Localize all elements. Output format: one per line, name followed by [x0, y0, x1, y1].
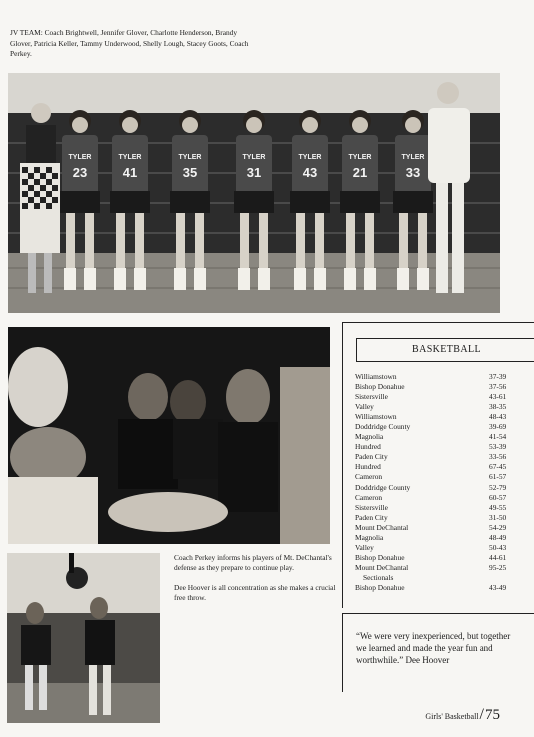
scores-header — [356, 338, 534, 362]
opponent-name: Bishop Donahue — [355, 382, 405, 392]
game-score: 43-61 — [489, 392, 507, 402]
huddle-illustration — [8, 327, 330, 544]
opponent-name: Valley — [355, 402, 374, 412]
game-score: 38-35 — [489, 402, 507, 412]
game-score: 41-54 — [489, 432, 507, 442]
score-row — [355, 412, 517, 422]
huddle-photo — [8, 327, 330, 544]
jersey-number: 41 — [122, 165, 138, 180]
game-score: 53-39 — [489, 442, 507, 452]
team-photo-illustration — [8, 73, 500, 313]
game-score: 52-79 — [489, 482, 507, 492]
opponent-name: Hundred — [355, 442, 381, 452]
quote-text: “We were very inexperienced, but together we learned and made the year fun and worthwhile.” Dee Hoover — [356, 631, 511, 666]
photo-captions — [174, 553, 336, 613]
quote-panel — [342, 613, 534, 692]
opponent-name: Valley — [355, 542, 374, 552]
opponent-name: Bishop Donahue — [355, 582, 405, 592]
game-score — [489, 573, 517, 583]
jersey-number: 43 — [302, 165, 318, 180]
score-row — [355, 553, 517, 563]
score-row — [355, 483, 517, 493]
jersey-team-name: TYLER — [68, 154, 92, 161]
free-throw-illustration — [7, 553, 160, 723]
jersey-team-name: TYLER — [242, 154, 266, 161]
game-score: 39-69 — [489, 422, 507, 432]
score-row — [355, 442, 517, 452]
game-score: 60-57 — [489, 492, 507, 502]
score-row — [355, 503, 517, 513]
game-score: 54-29 — [489, 522, 507, 532]
team-photo — [8, 73, 500, 313]
game-score: 37-56 — [489, 382, 507, 392]
opponent-name: Sistersville — [355, 392, 388, 402]
opponent-name: Bishop Donahue — [355, 552, 405, 562]
jersey-team-name: TYLER — [298, 154, 322, 161]
jersey-number: 23 — [72, 165, 88, 180]
free-throw-caption: Dee Hoover is all concentration as she makes a crucial free throw. — [174, 582, 336, 603]
opponent-name: Sistersville — [355, 502, 388, 512]
opponent-name: Cameron — [355, 492, 383, 502]
opponent-name: Paden City — [355, 512, 388, 522]
score-row — [355, 392, 517, 402]
game-score: 48-49 — [489, 532, 507, 542]
page-footer — [425, 707, 500, 724]
score-row — [355, 452, 517, 462]
score-row — [355, 493, 517, 503]
jersey-team-name: TYLER — [348, 154, 372, 161]
opponent-name: Mount DeChantal — [355, 522, 409, 532]
scores-list — [355, 372, 517, 593]
team-caption: JV TEAM: Coach Brightwell, Jennifer Glover, Charlotte Henderson, Brandy Glover, Patricia Keller, Tammy Underwood, Shelly Lough, Stacey Goots, Coach Perkey. — [10, 28, 249, 59]
opponent-name: Paden City — [355, 452, 388, 462]
game-score: 43-49 — [489, 582, 507, 592]
opponent-name: Magnolia — [355, 532, 384, 542]
opponent-name: Doddridge County — [355, 482, 411, 492]
score-row — [355, 523, 517, 533]
score-row — [355, 563, 517, 573]
score-row — [355, 573, 517, 583]
score-row — [355, 462, 517, 472]
opponent-name: Hundred — [355, 462, 381, 472]
page-number: 75 — [485, 707, 500, 723]
game-score: 67-45 — [489, 462, 507, 472]
jersey-team-name: TYLER — [118, 154, 142, 161]
footer-section-label: Girls' Basketball — [425, 712, 479, 721]
game-score: 61-57 — [489, 472, 507, 482]
score-row — [355, 402, 517, 412]
opponent-name: Doddridge County — [355, 422, 411, 432]
opponent-name: Williamstown — [355, 372, 397, 381]
game-score: 50-43 — [489, 542, 507, 552]
game-score: 49-55 — [489, 502, 507, 512]
footer-separator: / — [479, 706, 484, 723]
opponent-name: Williamstown — [355, 412, 397, 422]
opponent-name: Sectionals — [363, 572, 394, 582]
game-score: 33-56 — [489, 452, 507, 462]
huddle-caption: Coach Perkey informs his players of Mt. DeChantal's defense as they prepare to continue play. — [174, 553, 332, 573]
score-row — [355, 472, 517, 482]
game-score: 48-43 — [489, 412, 507, 422]
game-score: 31-50 — [489, 512, 507, 522]
jersey-team-name: TYLER — [401, 154, 425, 161]
opponent-name: Mount DeChantal — [355, 562, 409, 572]
jersey-number: 21 — [352, 165, 368, 180]
game-score: 95-25 — [489, 562, 507, 572]
score-row — [355, 422, 517, 432]
opponent-name: Cameron — [355, 472, 383, 482]
score-row — [355, 382, 517, 392]
score-row — [355, 432, 517, 442]
jersey-number: 33 — [405, 165, 421, 180]
game-score: 44-61 — [489, 552, 507, 562]
scores-title: BASKETBALL — [412, 344, 481, 355]
jersey-number: 31 — [246, 165, 262, 180]
game-score: 37-39 — [489, 372, 507, 381]
scores-panel — [342, 322, 534, 608]
score-row — [355, 372, 517, 382]
opponent-name: Magnolia — [355, 432, 384, 442]
score-row — [355, 513, 517, 523]
jersey-number: 35 — [182, 165, 198, 180]
score-row — [355, 533, 517, 543]
free-throw-photo — [7, 553, 160, 723]
score-row — [355, 583, 517, 593]
score-row — [355, 543, 517, 553]
jersey-team-name: TYLER — [178, 154, 202, 161]
